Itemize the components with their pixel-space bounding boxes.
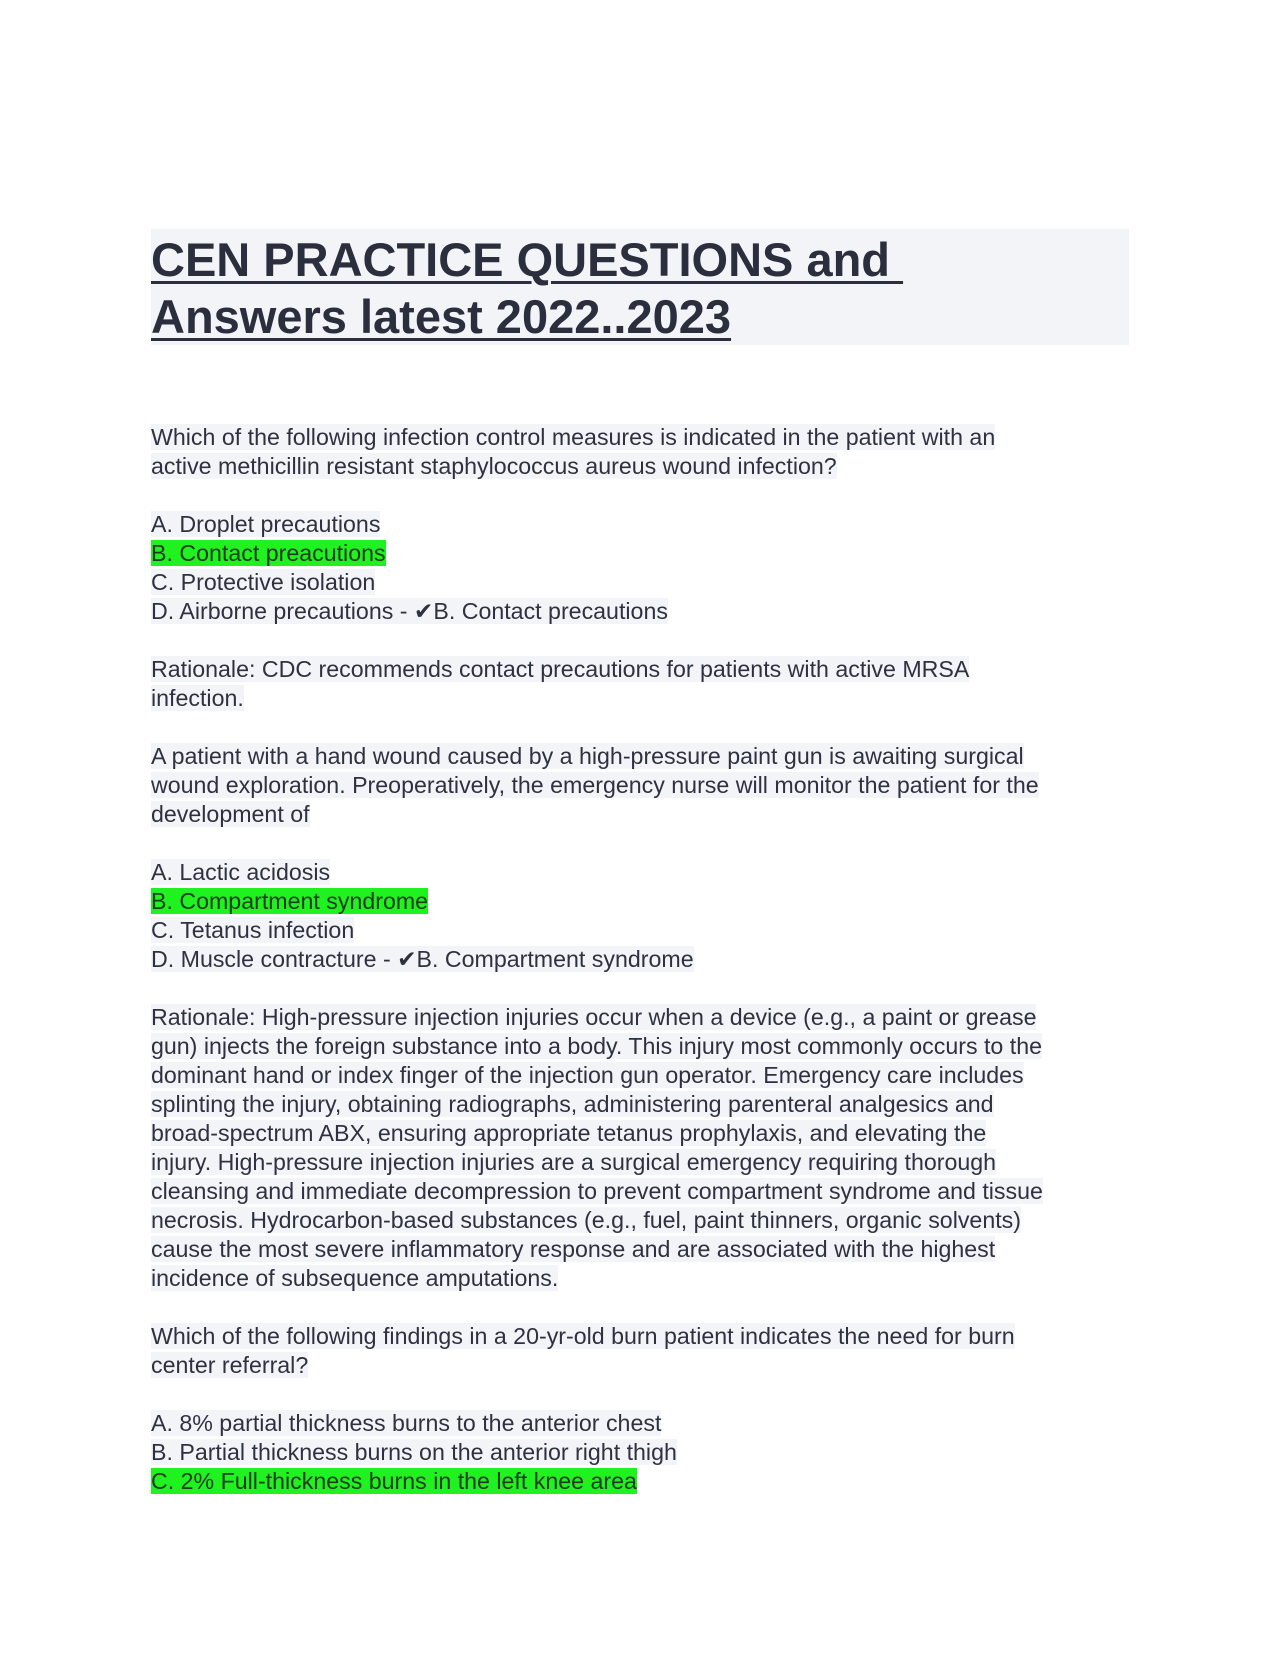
answer-option: C. Protective isolation (151, 569, 376, 595)
question-text-line: Which of the following infection control measures is indicated in the patient with an (151, 424, 996, 450)
rationale-line: injury. High-pressure injection injuries are a surgical emergency requiring thorough (151, 1149, 997, 1175)
rationale-line: necrosis. Hydrocarbon-based substances (e.g., fuel, paint thinners, organic solvents) (151, 1207, 1021, 1233)
answer-option: A. Lactic acidosis (151, 859, 331, 885)
correct-answer-option: B. Compartment syndrome (151, 888, 429, 914)
rationale-line: broad-spectrum ABX, ensuring appropriate tetanus prophylaxis, and elevating the (151, 1120, 987, 1146)
rationale-line: cleansing and immediate decompression to prevent compartment syndrome and tissue (151, 1178, 1043, 1204)
question-text-line: A patient with a hand wound caused by a high-pressure paint gun is awaiting surgical (151, 743, 1024, 769)
rationale-line: infection. (151, 685, 244, 711)
document-title (151, 229, 1129, 345)
question-text-line: center referral? (151, 1352, 309, 1378)
rationale-line: splinting the injury, obtaining radiographs, administering parenteral analgesics and (151, 1091, 994, 1117)
answer-option: D. Muscle contracture - ✔B. Compartment syndrome (151, 946, 694, 972)
answer-option: D. Airborne precautions - ✔B. Contact precautions (151, 598, 668, 624)
rationale-line: dominant hand or index finger of the injection gun operator. Emergency care includes (151, 1062, 1024, 1088)
answer-option: A. Droplet precautions (151, 511, 381, 537)
answer-option: A. 8% partial thickness burns to the anterior chest (151, 1410, 662, 1436)
question-text-line: development of (151, 801, 310, 827)
rationale-line: Rationale: High-pressure injection injuries occur when a device (e.g., a paint or grease (151, 1004, 1037, 1030)
question-3 (151, 1322, 1129, 1496)
title-line-2: Answers latest 2022..2023 (151, 290, 732, 343)
question-text-line: wound exploration. Preoperatively, the emergency nurse will monitor the patient for the (151, 772, 1039, 798)
rationale-line: incidence of subsequence amputations. (151, 1265, 559, 1291)
answer-option: B. Partial thickness burns on the anterior right thigh (151, 1439, 677, 1465)
correct-answer-option: C. 2% Full-thickness burns in the left knee area (151, 1468, 637, 1494)
question-text-line: Which of the following findings in a 20-yr-old burn patient indicates the need for burn (151, 1323, 1015, 1349)
answer-option: C. Tetanus infection (151, 917, 355, 943)
document-page (151, 229, 1129, 1496)
rationale-line: Rationale: CDC recommends contact precautions for patients with active MRSA (151, 656, 970, 682)
question-1 (151, 423, 1129, 713)
rationale-line: gun) injects the foreign substance into a body. This injury most commonly occurs to the (151, 1033, 1043, 1059)
title-line-1: CEN PRACTICE QUESTIONS and (151, 233, 904, 286)
question-text-line: active methicillin resistant staphylococcus aureus wound infection? (151, 453, 837, 479)
rationale-line: cause the most severe inflammatory response and are associated with the highest (151, 1236, 996, 1262)
question-2 (151, 742, 1129, 1293)
correct-answer-option: B. Contact preacutions (151, 540, 386, 566)
